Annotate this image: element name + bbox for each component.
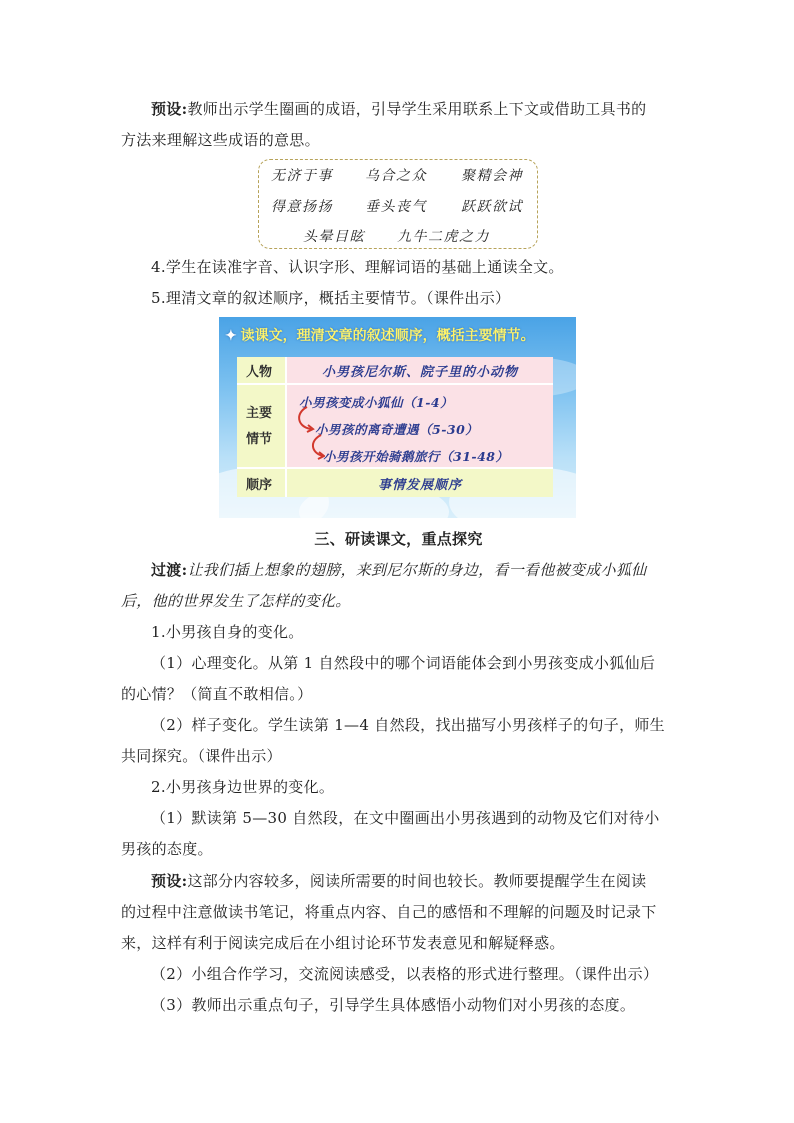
idiom-7: 头晕目眩 [303,229,365,245]
plot-item-1: 小男孩变成小狐仙（1-4） [299,395,454,410]
body-p6c: 来，这样有利于阅读完成后在小组讨论环节发表意见和解疑释惑。 [121,934,565,952]
swan-icon: ✦ [225,327,241,343]
intro-line-2: 方法来理解这些成语的意思。 [121,131,320,149]
order-value: 事情发展顺序 [287,469,553,497]
transition-text-1: 让我们插上想象的翅膀，来到尼尔斯的身边，看一看他被变成小狐仙 [187,561,647,579]
body-p2a: （1）心理变化。从第 1 自然段中的哪个词语能体会到小男孩变成小狐仙后 [151,654,656,672]
body-p3a: （2）样子变化。学生读第 1—4 自然段，找出描写小男孩样子的句子，师生 [151,716,665,734]
body-p2b: 的心情？（简直不敢相信。） [121,685,313,703]
body-p1: 1.小男孩自身的变化。 [151,623,304,641]
plot-item-2: 小男孩的离奇遭遇（5-30） [315,422,479,437]
step-5: 5.理清文章的叙述顺序，概括主要情节。（课件出示） [151,289,511,307]
body-p3b: 共同探究。（课件出示） [121,747,282,765]
plot-label: 主要 情节 [237,385,287,469]
slide-title: ✦ 读课文，理清文章的叙述顺序，概括主要情节。 [225,327,535,343]
order-label: 顺序 [237,469,287,497]
plot-item-3: 小男孩开始骑鹅旅行（31-48） [323,449,509,464]
body-p4: 2.小男孩身边世界的变化。 [151,778,335,796]
body-p8: （3）教师出示重点句子，引导学生具体感悟小动物们对小男孩的态度。 [151,996,636,1014]
transition-line-2: 后，他的世界发生了怎样的变化。 [121,592,351,610]
body-p6a: 预设:这部分内容较多，阅读所需要的时间也较长。教师要提醒学生在阅读 [151,872,647,890]
preset-label-2: 预设: [151,872,188,890]
intro-text-1: 教师出示学生圈画的成语，引导学生采用联系上下文或借助工具书的 [187,100,647,118]
idiom-3: 聚精会神 [461,168,523,184]
idiom-box [258,159,538,249]
transition-label: 过渡: [151,561,188,579]
step-4: 4.学生在读准字音、认识字形、理解词语的基础上通读全文。 [151,258,564,276]
idiom-6: 跃跃欲试 [461,199,523,215]
idiom-1: 无济于事 [271,168,333,184]
section-title: 三、研读课文，重点探究 [314,530,483,548]
body-p5a: （1）默读第 5—30 自然段，在文中圈画出小男孩遇到的动物及它们对待小 [151,809,660,827]
arrow-icon [295,403,325,463]
transition-line-1 [121,555,676,586]
idiom-2: 乌合之众 [365,168,427,184]
idiom-4: 得意扬扬 [271,199,333,215]
idiom-8: 九牛二虎之力 [397,229,490,245]
courseware-slide [219,317,576,518]
characters-label: 人物 [237,357,287,385]
body-p7: （2）小组合作学习，交流阅读感受，以表格的形式进行整理。（课件出示） [151,965,659,983]
idiom-5: 垂头丧气 [365,199,427,215]
body-p6b: 的过程中注意做读书笔记，将重点内容、自己的感悟和不理解的问题及时记录下 [121,903,657,921]
body-p5b: 男孩的态度。 [121,840,213,858]
intro-line-1 [121,94,676,125]
characters-value: 小男孩尼尔斯、院子里的小动物 [287,357,553,385]
plot-cell [287,385,553,469]
preset-label: 预设: [151,100,188,118]
